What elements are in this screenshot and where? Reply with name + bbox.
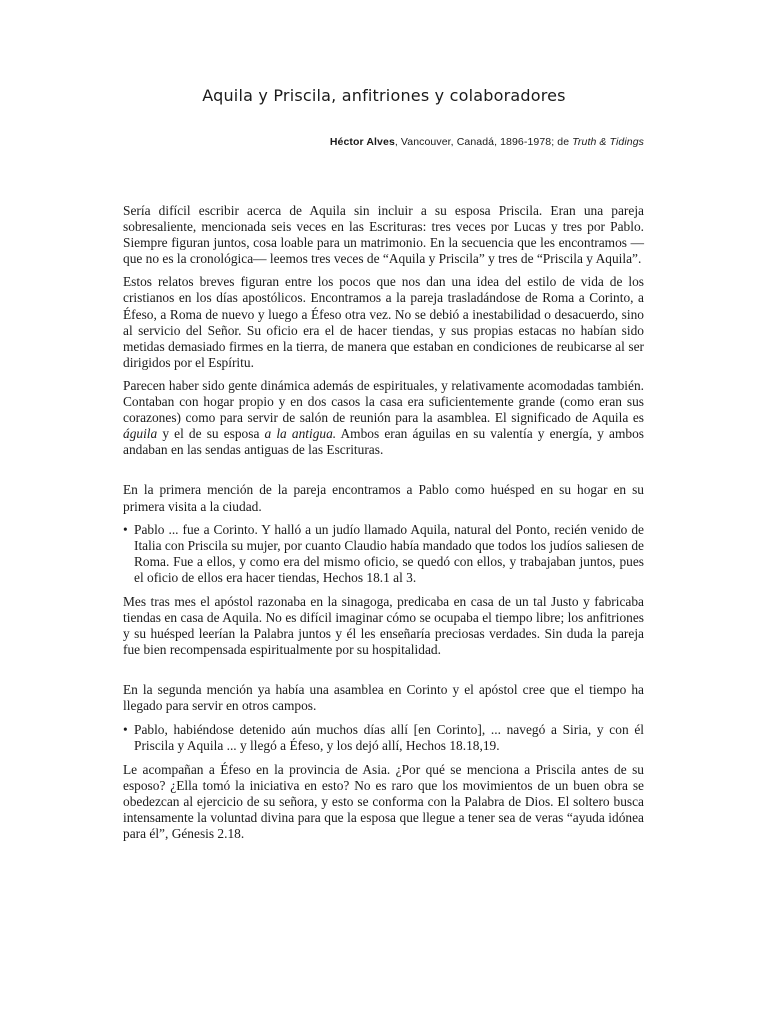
- emphasis-text: águila: [123, 426, 158, 442]
- byline-source: Truth & Tidings: [572, 136, 644, 148]
- bullet-text: Pablo, habiéndose detenido aún muchos días allí [en Corinto], ... navegó a Siria, y con él Priscila y Aquila ... y llegó a Éfeso, y los dejó allí, Hechos 18.18,19.: [134, 721, 644, 753]
- paragraph-text: y el de su esposa: [157, 426, 265, 442]
- bullet-text: Pablo ... fue a Corinto. Y halló a un judío llamado Aquila, natural del Ponto, recién venido de Italia con Priscila su mujer, por cuanto Claudio había mandado que todos los judíos saliesen de Roma. Fue a ellos, y como era del mismo oficio, se quedó con ellos, y trabajaban juntos, pues el oficio de ellos era hacer tiendas, Hechos 18.1 al 3.: [134, 521, 644, 585]
- quote-bullet: [123, 722, 644, 754]
- paragraph: [123, 378, 644, 458]
- quote-bullet: [123, 522, 644, 586]
- byline-details: , Vancouver, Canadá, 1896-1978; de: [394, 136, 573, 148]
- paragraph: Sería difícil escribir acerca de Aquila sin incluir a su esposa Priscila. Eran una pareja sobresaliente, mencionada seis veces en las Escrituras: tres veces por Lucas y tres por Pablo. Siempre figuran juntos, cosa loable para un matrimonio. En la secuencia que les encontramos —que no es la cronológica— leemos tres veces de “Aquila y Priscila” y tres de “Priscila y Aquila”.: [123, 203, 644, 267]
- paragraph: Le acompañan a Éfeso en la provincia de Asia. ¿Por qué se menciona a Priscila antes de su esposo? ¿Ella tomó la iniciativa en esto? No es raro que los movimientos de un buen obra se obedezcan al ejercicio de su señora, y esto se conforma con la Palabra de Dios. El soltero busca intensamente la voluntad divina para que la esposa que llegue a tener sea de veras “ayuda idónea para él”, Génesis 2.18.: [123, 761, 644, 842]
- byline: [330, 136, 644, 148]
- paragraph: En la segunda mención ya había una asamblea en Corinto y el apóstol cree que el tiempo ha llegado para servir en otros campos.: [123, 682, 644, 714]
- paragraph: Mes tras mes el apóstol razonaba en la sinagoga, predicaba en casa de un tal Justo y fabricaba tiendas en casa de Aquila. No es difícil imaginar cómo se ocupaba el tiempo libre; los anfitriones y su huésped leerían la Palabra juntos y él les enseñaría preciosas verdades. Sin duda la pareja fue bien recompensada espiritualmente por su hospitalidad.: [123, 593, 644, 658]
- bullet-icon: •: [123, 521, 128, 537]
- article-body: [123, 203, 644, 849]
- paragraph-text: Parecen haber sido gente dinámica además de espirituales, y relativamente acomodadas también. Contaban con hogar propio y en dos casos la casa era suficientemente grande (como eran sus corazones) como para servir de salón de reunión para la asamblea. El significado de Aquila es: [123, 377, 644, 426]
- byline-author: Héctor Alves: [329, 136, 395, 148]
- bullet-icon: •: [123, 721, 128, 737]
- paragraph: Estos relatos breves figuran entre los pocos que nos dan una idea del estilo de vida de los cristianos en los días apostólicos. Encontramos a la pareja trasladándose de Roma a Corinto, a Éfeso, a Roma de nuevo y luego a Éfeso otra vez. No se debió a inestabilidad o desacuerdo, sino al servicio del Señor. Su oficio era el de hacer tiendas, y sus propias estacas no habían sido metidas demasiado firmes en la tierra, de manera que estaban en condiciones de reubicarse al ser dirigidos por el Espíritu.: [123, 274, 644, 370]
- paragraph-text: Ambos eran águilas en su valentía y energía, y ambos andaban en las sendas antiguas de las Escrituras.: [123, 426, 644, 458]
- paragraph: En la primera mención de la pareja encontramos a Pablo como huésped en su hogar en su primera visita a la ciudad.: [123, 482, 644, 514]
- page-title: Aquila y Priscila, anfitriones y colaboradores: [202, 86, 566, 105]
- emphasis-text: a la antigua.: [264, 426, 337, 442]
